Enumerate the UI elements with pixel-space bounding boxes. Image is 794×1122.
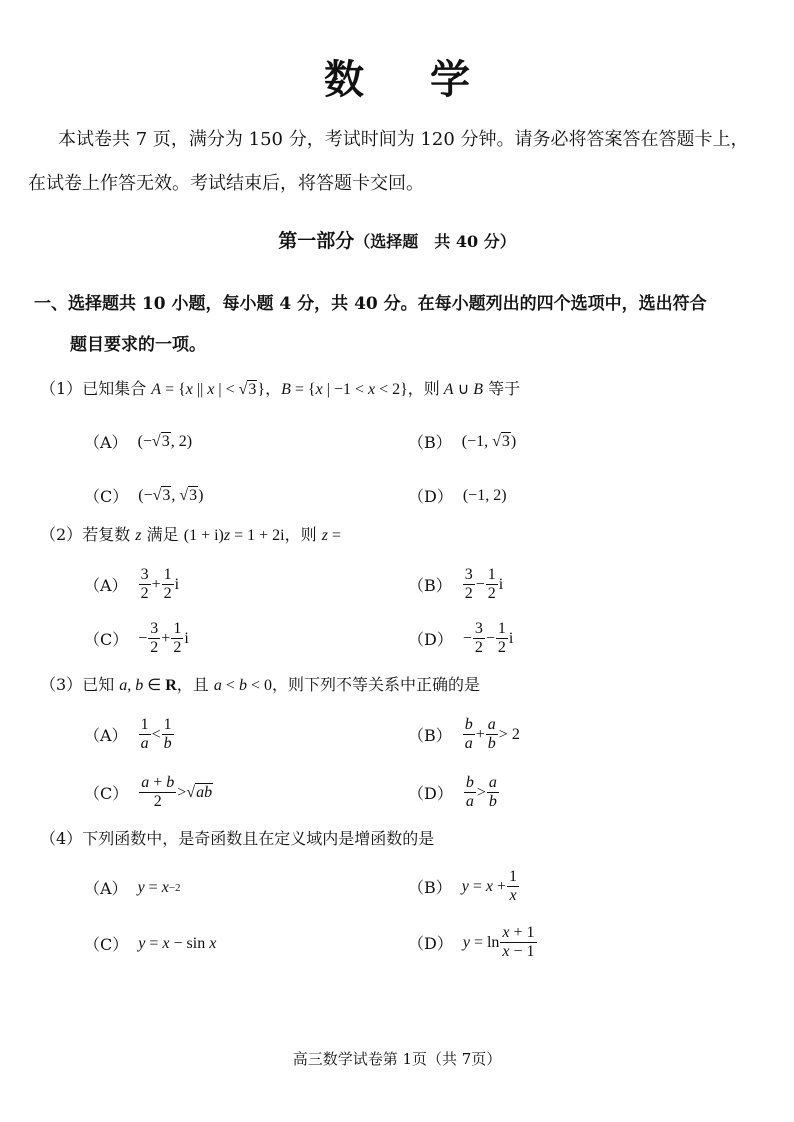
option-label: （C）: [84, 487, 129, 506]
question-number: （1）: [40, 379, 83, 398]
question-2-stem: （2）若复数 z 满足 (1 + i)z = 1 + 2i，则 z =: [40, 525, 341, 544]
option-4b[interactable]: （B） y = x + $\frac{1}{x}$: [408, 868, 518, 904]
option-label: （B）: [408, 878, 452, 897]
option-label: （B）: [408, 433, 452, 452]
option-label: （D）: [408, 784, 453, 803]
part-title-main: 第一部分: [278, 230, 355, 252]
option-3b[interactable]: （B） $\frac{b}{a}$ + $\frac{a}{b}$ > 2: [408, 716, 520, 752]
option-3c[interactable]: （C） $\frac{a + b}{2}$ > √ab: [84, 774, 213, 810]
page-footer: 高三数学试卷第 1页（共 7页）: [292, 1050, 502, 1068]
question-number: （4）: [40, 829, 83, 848]
section-instruction-1: 一、选择题共 10 小题，每小题 4 分，共 40 分。在每小题列出的四个选项中，选出符合: [34, 294, 707, 314]
option-4a[interactable]: （A） y = x −2: [84, 876, 181, 899]
question-3-stem: （3）已知 a, b ∈ R，且 a < b < 0，则下列不等关系中正确的是: [40, 675, 480, 694]
math-expression: A: [151, 381, 162, 398]
option-label: （A）: [84, 433, 128, 452]
option-1d[interactable]: （D） (−1, 2): [408, 484, 507, 507]
question-1-stem: （1）已知集合 A = {x || x | < √3}，B = {x | −1 < x < 2}，则 A ∪ B 等于: [40, 379, 521, 398]
option-label: （A）: [84, 726, 128, 745]
option-label: （C）: [84, 935, 129, 954]
option-4d[interactable]: （D） y = ln $\frac{x + 1}{x - 1}$: [408, 924, 535, 960]
intro-line-2: 在试卷上作答无效。考试结束后，将答题卡交回。: [28, 173, 424, 194]
option-1a[interactable]: （A） (−√3, 2): [84, 430, 192, 453]
question-number: （3）: [40, 675, 83, 694]
question-4-stem: [40, 826, 434, 849]
part-title: [0, 226, 794, 253]
intro-line-1: 本试卷共 7 页，满分为 150 分，考试时间为 120 分钟。请务必将答案答在答题卡上，: [58, 129, 749, 150]
option-label: （B）: [408, 576, 452, 595]
section-instruction-2: 题目要求的一项。: [70, 335, 206, 355]
option-label: （A）: [84, 879, 128, 898]
option-label: （D）: [408, 487, 453, 506]
option-2b[interactable]: （B） $\frac{3}{2}$ − $\frac{1}{2}$ i: [408, 566, 504, 602]
option-1b[interactable]: （B） (−1, √3): [408, 430, 516, 453]
question-text: 下列函数中，是奇函数且在定义域内是增函数的是: [82, 829, 435, 848]
option-2a[interactable]: （A） $\frac{3}{2}$ + $\frac{1}{2}$ i: [84, 566, 180, 602]
option-label: （B）: [408, 726, 452, 745]
question-number: （2）: [40, 525, 83, 544]
option-1c[interactable]: （C） (−√3, √3): [84, 484, 204, 507]
option-2c[interactable]: （C） − $\frac{3}{2}$ + $\frac{1}{2}$ i: [84, 620, 189, 656]
option-3a[interactable]: （A） $\frac{1}{a}$ < $\frac{1}{b}$: [84, 716, 172, 752]
page-title: 数 学: [324, 56, 496, 103]
option-label: （C）: [84, 784, 129, 803]
option-label: （D）: [408, 934, 453, 953]
option-label: （C）: [84, 630, 129, 649]
option-label: （D）: [408, 630, 453, 649]
option-2d[interactable]: （D） − $\frac{3}{2}$ − $\frac{1}{2}$ i: [408, 620, 514, 656]
option-3d[interactable]: （D） $\frac{b}{a}$ > $\frac{a}{b}$: [408, 774, 497, 810]
question-text: 已知集合: [82, 379, 147, 398]
option-4c[interactable]: （C） y = x − sin x: [84, 932, 216, 955]
part-title-sub: （选择题 共 40 分）: [354, 232, 516, 251]
option-label: （A）: [84, 576, 128, 595]
